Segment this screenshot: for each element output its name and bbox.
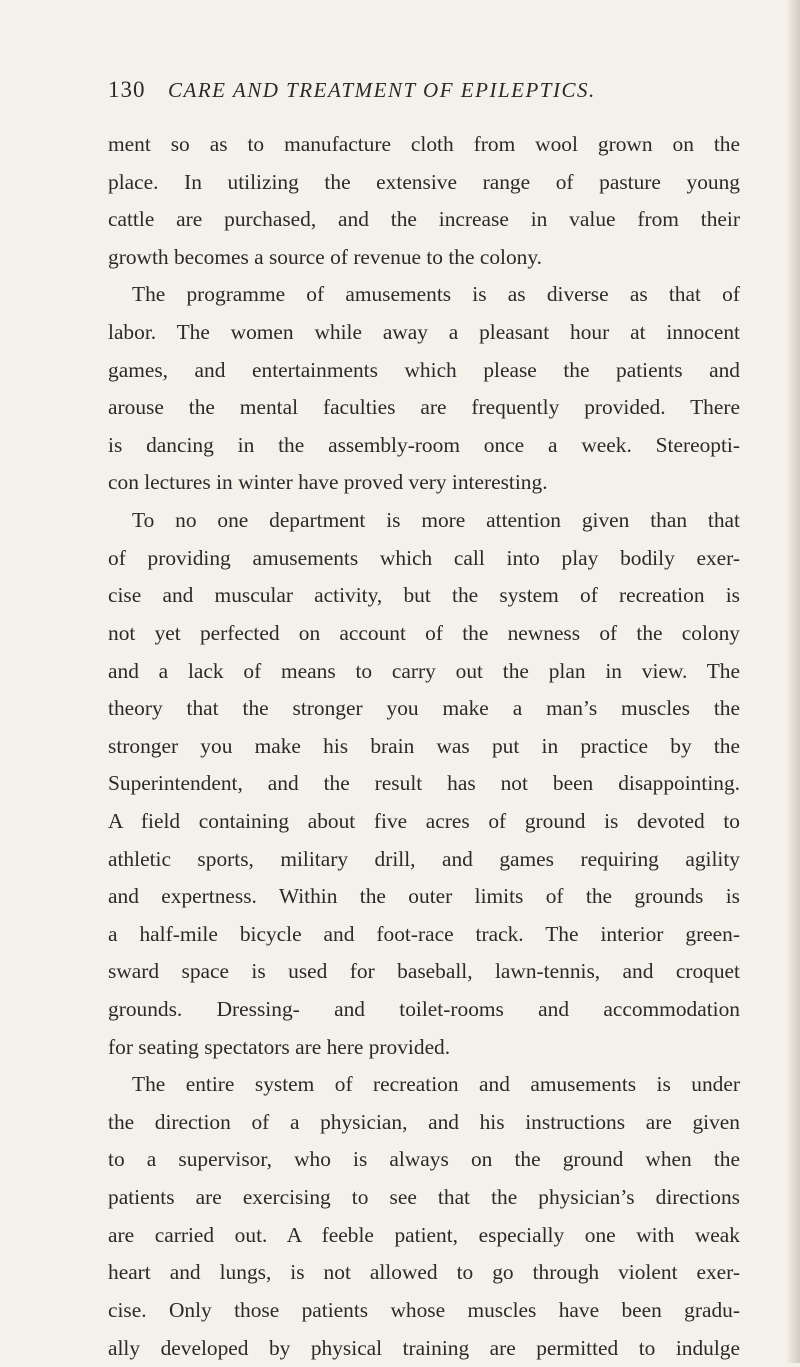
text-line: stronger you make his brain was put in practice by the xyxy=(108,728,740,766)
text-line: The programme of amusements is as diverse as that of xyxy=(108,276,740,314)
text-line: ally developed by physical training are permitted to indulge xyxy=(108,1330,740,1367)
page-number: 130 xyxy=(108,72,168,108)
running-head xyxy=(108,72,748,108)
page-edge-shadow xyxy=(786,0,800,1363)
text-line: cise and muscular activity, but the system of recreation is xyxy=(108,577,740,615)
text-line: the direction of a physician, and his instructions are given xyxy=(108,1104,740,1142)
text-line: ment so as to manufacture cloth from wool grown on the xyxy=(108,126,740,164)
text-line: arouse the mental faculties are frequently provided. There xyxy=(108,389,740,427)
text-line: a half-mile bicycle and foot-race track. The interior green- xyxy=(108,916,740,954)
text-line: athletic sports, military drill, and games requiring agility xyxy=(108,841,740,879)
text-line: place. In utilizing the extensive range of pasture young xyxy=(108,164,740,202)
text-line: not yet perfected on account of the newness of the colony xyxy=(108,615,740,653)
text-line: labor. The women while away a pleasant hour at innocent xyxy=(108,314,740,352)
text-line: and a lack of means to carry out the plan in view. The xyxy=(108,653,740,691)
text-line: to a supervisor, who is always on the ground when the xyxy=(108,1141,740,1179)
text-line: sward space is used for baseball, lawn-tennis, and croquet xyxy=(108,953,740,991)
text-line: con lectures in winter have proved very interesting. xyxy=(108,464,740,502)
text-line: grounds. Dressing- and toilet-rooms and accommodation xyxy=(108,991,740,1029)
text-line: Superintendent, and the result has not been disappointing. xyxy=(108,765,740,803)
text-line: of providing amusements which call into play bodily exer- xyxy=(108,540,740,578)
text-line: growth becomes a source of revenue to the colony. xyxy=(108,239,740,277)
text-line: games, and entertainments which please the patients and xyxy=(108,352,740,390)
running-title: CARE AND TREATMENT OF EPILEPTICS. xyxy=(168,78,596,102)
text-line: A field containing about five acres of ground is devoted to xyxy=(108,803,740,841)
text-line: To no one department is more attention given than that xyxy=(108,502,740,540)
text-line: for seating spectators are here provided. xyxy=(108,1029,740,1067)
body-text xyxy=(108,126,740,1367)
text-line: is dancing in the assembly-room once a week. Stereopti- xyxy=(108,427,740,465)
text-line: heart and lungs, is not allowed to go through violent exer- xyxy=(108,1254,740,1292)
text-line: theory that the stronger you make a man’s muscles the xyxy=(108,690,740,728)
text-line: are carried out. A feeble patient, especially one with weak xyxy=(108,1217,740,1255)
text-line: and expertness. Within the outer limits of the grounds is xyxy=(108,878,740,916)
text-line: cattle are purchased, and the increase in value from their xyxy=(108,201,740,239)
text-line: The entire system of recreation and amusements is under xyxy=(108,1066,740,1104)
text-line: cise. Only those patients whose muscles have been gradu- xyxy=(108,1292,740,1330)
text-line: patients are exercising to see that the physician’s directions xyxy=(108,1179,740,1217)
